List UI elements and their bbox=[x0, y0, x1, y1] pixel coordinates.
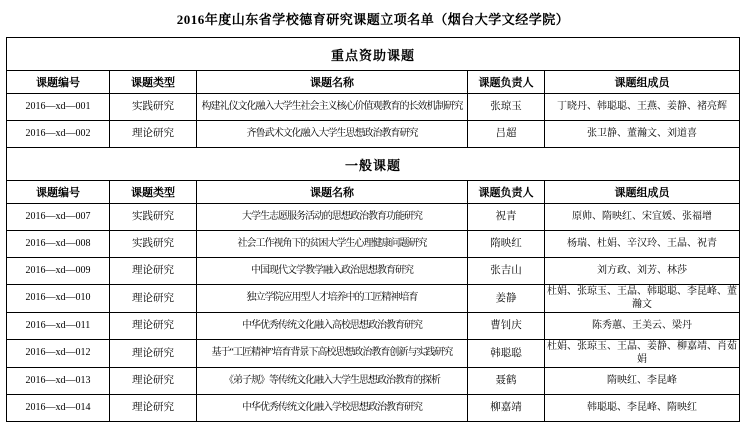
project-type: 理论研究 bbox=[109, 395, 196, 422]
column-header: 课题负责人 bbox=[467, 181, 544, 204]
table-row bbox=[6, 94, 739, 121]
table-row bbox=[6, 121, 739, 148]
section-title: 一般课题 bbox=[6, 148, 739, 181]
project-leader: 柳嘉靖 bbox=[467, 395, 544, 422]
project-type: 理论研究 bbox=[109, 313, 196, 340]
project-members: 韩聪聪、李昆峰、隋映红 bbox=[544, 395, 739, 422]
project-id: 2016—xd—010 bbox=[6, 285, 109, 313]
table-row bbox=[6, 313, 739, 340]
project-members: 原帅、隋映红、宋宜媛、张福增 bbox=[544, 204, 739, 231]
column-header: 课题组成员 bbox=[544, 181, 739, 204]
project-id: 2016—xd—014 bbox=[6, 395, 109, 422]
project-members: 张卫静、董瀚文、刘道喜 bbox=[544, 121, 739, 148]
project-leader: 曹钊庆 bbox=[467, 313, 544, 340]
project-members: 隋映红、李昆峰 bbox=[544, 368, 739, 395]
project-leader: 隋映红 bbox=[467, 231, 544, 258]
table-row bbox=[6, 204, 739, 231]
column-header-row bbox=[6, 71, 739, 94]
project-name: 中华优秀传统文化融入高校思想政治教育研究 bbox=[196, 313, 467, 340]
column-header: 课题负责人 bbox=[467, 71, 544, 94]
table-row bbox=[6, 258, 739, 285]
project-name: 基于“工匠精神”培育背景下高校思想政治教育创新与实践研究 bbox=[196, 340, 467, 368]
section-title-row bbox=[6, 38, 739, 71]
project-leader: 韩聪聪 bbox=[467, 340, 544, 368]
project-type: 实践研究 bbox=[109, 231, 196, 258]
project-id: 2016—xd—009 bbox=[6, 258, 109, 285]
project-id: 2016—xd—008 bbox=[6, 231, 109, 258]
project-id: 2016—xd—013 bbox=[6, 368, 109, 395]
project-leader: 张琼玉 bbox=[467, 94, 544, 121]
column-header-row bbox=[6, 181, 739, 204]
table-row bbox=[6, 231, 739, 258]
project-leader: 姜静 bbox=[467, 285, 544, 313]
project-id: 2016—xd—007 bbox=[6, 204, 109, 231]
column-header: 课题类型 bbox=[109, 71, 196, 94]
table-row bbox=[6, 368, 739, 395]
section-title: 重点资助课题 bbox=[6, 38, 739, 71]
table-row bbox=[6, 285, 739, 313]
page-title: 2016年度山东省学校德育研究课题立项名单（烟台大学文经学院） bbox=[176, 12, 570, 27]
project-leader: 聂鹤 bbox=[467, 368, 544, 395]
project-name: 中华优秀传统文化融入学校思想政治教育研究 bbox=[196, 395, 467, 422]
section-title-row bbox=[6, 148, 739, 181]
project-members: 刘方政、刘芳、林莎 bbox=[544, 258, 739, 285]
project-leader: 张吉山 bbox=[467, 258, 544, 285]
project-name: 《弟子规》等传统文化融入大学生思想政治教育的探析 bbox=[196, 368, 467, 395]
project-name: 中国现代文学教学融入政治思想教育研究 bbox=[196, 258, 467, 285]
project-type: 实践研究 bbox=[109, 94, 196, 121]
project-leader: 祝青 bbox=[467, 204, 544, 231]
project-name: 构建礼仪文化融入大学生社会主义核心价值观教育的长效机制研究 bbox=[196, 94, 467, 121]
project-members: 杜娟、张琼玉、王晶、韩聪聪、李昆峰、董瀚文 bbox=[544, 285, 739, 313]
project-type: 理论研究 bbox=[109, 368, 196, 395]
project-name: 独立学院应用型人才培养中的工匠精神培育 bbox=[196, 285, 467, 313]
column-header: 课题编号 bbox=[6, 181, 109, 204]
project-id: 2016—xd—001 bbox=[6, 94, 109, 121]
project-id: 2016—xd—002 bbox=[6, 121, 109, 148]
project-members: 陈秀蕙、王美云、梁丹 bbox=[544, 313, 739, 340]
project-type: 理论研究 bbox=[109, 121, 196, 148]
projects-table-body bbox=[6, 38, 739, 422]
project-name: 齐鲁武术文化融入大学生思想政治教育研究 bbox=[196, 121, 467, 148]
column-header: 课题类型 bbox=[109, 181, 196, 204]
project-name: 大学生志愿服务活动的思想政治教育功能研究 bbox=[196, 204, 467, 231]
project-members: 杨瑞、杜娟、辛汉玲、王晶、祝青 bbox=[544, 231, 739, 258]
project-members: 丁晓丹、韩聪聪、王燕、姜静、褚亮辉 bbox=[544, 94, 739, 121]
project-members: 杜娟、张琼玉、王晶、姜静、柳嘉靖、肖茹娟 bbox=[544, 340, 739, 368]
project-leader: 吕超 bbox=[467, 121, 544, 148]
column-header: 课题编号 bbox=[6, 71, 109, 94]
column-header: 课题组成员 bbox=[544, 71, 739, 94]
project-id: 2016—xd—011 bbox=[6, 313, 109, 340]
table-row bbox=[6, 340, 739, 368]
project-type: 理论研究 bbox=[109, 285, 196, 313]
projects-table bbox=[6, 37, 740, 422]
project-type: 实践研究 bbox=[109, 204, 196, 231]
project-type: 理论研究 bbox=[109, 340, 196, 368]
project-name: 社会工作视角下的贫困大学生心理健康问题研究 bbox=[196, 231, 467, 258]
project-type: 理论研究 bbox=[109, 258, 196, 285]
project-id: 2016—xd—012 bbox=[6, 340, 109, 368]
table-row bbox=[6, 395, 739, 422]
column-header: 课题名称 bbox=[196, 181, 467, 204]
column-header: 课题名称 bbox=[196, 71, 467, 94]
